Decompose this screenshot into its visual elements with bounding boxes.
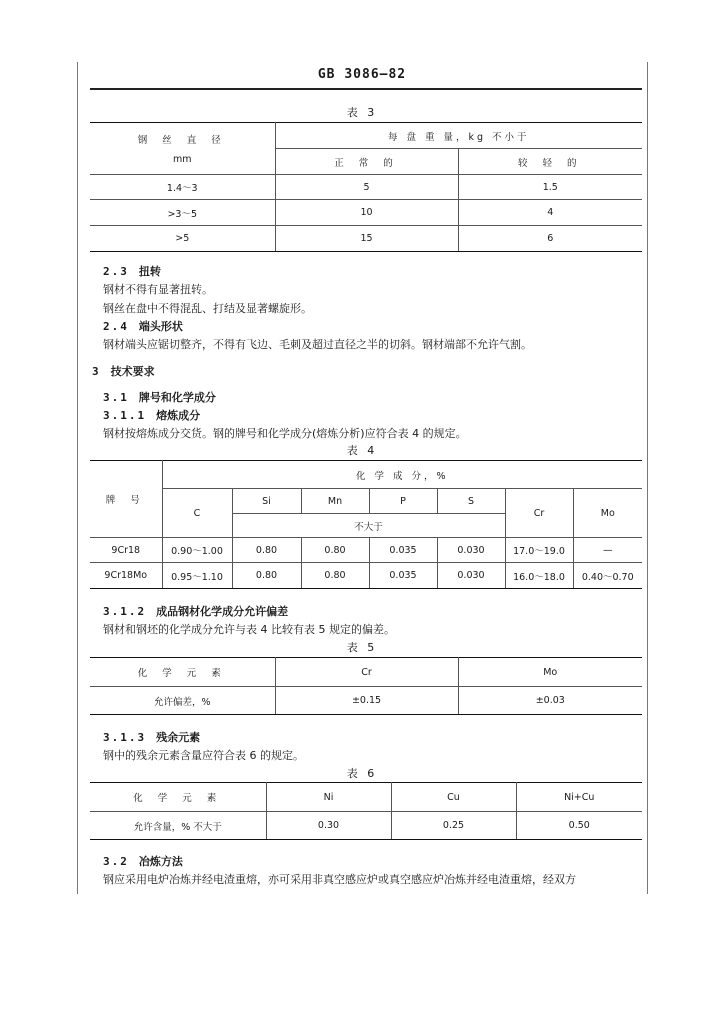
table-cell: 0.80 [301,538,369,563]
table5-mo-header: Mo [458,658,642,687]
table-row [90,200,642,226]
table-row [90,175,642,200]
table-cell: 9Cr18 [90,538,162,563]
table-row [90,538,642,563]
table-cell: 15 [275,226,458,252]
section-3-1-3-heading: 3.1.3 残余元素 [103,731,201,744]
section-3-heading: 3 技术要求 [92,365,155,378]
table-cell: 允许偏差，% [90,687,275,715]
section-3-1-2-line-1: 钢材和钢坯的化学成分允许与表 4 比较有表 5 规定的偏差。 [103,623,395,636]
table4-element-header: Mn [301,489,369,514]
table-cell: 16.0～18.0 [505,563,573,589]
table-6 [90,782,642,840]
table4-element-header: Cr [505,489,573,538]
table-cell: 允许含量，% 不大于 [90,812,266,840]
table6-element-header: 化 学 元 素 [90,783,266,812]
table4-grade-header: 牌 号 [90,461,162,538]
table-cell: 5 [275,175,458,200]
section-2-3-heading: 2.3 扭转 [103,265,161,278]
table-cell: 6 [458,226,642,252]
table-cell: 4 [458,200,642,226]
table6-nicu-header: Ni+Cu [516,783,642,812]
section-2-4-line-1: 钢材端头应锯切整齐，不得有飞边、毛刺及超过直径之半的切斜。钢材端部不允许气割。 [103,338,532,351]
table-cell: 17.0～19.0 [505,538,573,563]
table-cell: 0.80 [301,563,369,589]
table-cell: ±0.15 [275,687,458,715]
table-cell: 0.95～1.10 [162,563,232,589]
table-cell: ±0.03 [458,687,642,715]
table-cell: 0.50 [516,812,642,840]
table3-light-header: 较 轻 的 [458,149,642,175]
table5-caption: 表 5 [346,641,378,654]
table-5 [90,657,642,715]
table3-diameter-header: 钢 丝 直 径 mm [90,123,275,175]
standard-number: GB 3086—82 [317,67,407,82]
header-rule [90,88,642,90]
table-cell: >5 [90,226,275,252]
section-3-1-1-line-1: 钢材按熔炼成分交货。钢的牌号和化学成分(熔炼分析)应符合表 4 的规定。 [103,427,467,440]
table-cell: — [573,538,642,563]
table-row [90,226,642,252]
table4-composition-header: 化 学 成 分，% [162,461,642,489]
table-cell: 0.80 [232,538,301,563]
table-cell: 9Cr18Mo [90,563,162,589]
table-row [90,563,642,589]
table-cell: 0.030 [437,538,505,563]
table-cell: 0.25 [391,812,516,840]
table-cell: 0.90～1.00 [162,538,232,563]
table-4 [90,460,642,589]
section-3-2-line-1: 钢应采用电炉冶炼并经电渣重熔，亦可采用非真空感应炉或真空感应炉冶炼并经电渣重熔，经双方 [103,873,576,886]
table-cell: 0.035 [369,538,437,563]
section-2-4-heading: 2.4 端头形状 [103,320,183,333]
table4-element-header: S [437,489,505,514]
section-3-1-2-heading: 3.1.2 成品钢材化学成分允许偏差 [103,605,289,618]
table5-element-header: 化 学 元 素 [90,658,275,687]
table-cell: >3～5 [90,200,275,226]
table4-element-header: P [369,489,437,514]
table-cell: 0.40～0.70 [573,563,642,589]
table3-caption: 表 3 [346,106,378,119]
table5-cr-header: Cr [275,658,458,687]
section-2-3-line-2: 钢丝在盘中不得混乱、打结及显著螺旋形。 [103,302,312,315]
table-cell: 0.80 [232,563,301,589]
table-cell: 1.5 [458,175,642,200]
table-cell: 0.30 [266,812,391,840]
table-cell: 0.035 [369,563,437,589]
section-3-1-1-heading: 3.1.1 熔炼成分 [103,409,201,422]
table4-element-header: C [162,489,232,538]
table6-caption: 表 6 [346,767,378,780]
table-row [90,687,642,715]
table6-cu-header: Cu [391,783,516,812]
table-cell: 0.030 [437,563,505,589]
table-cell: 1.4～3 [90,175,275,200]
table4-not-more-than: 不大于 [232,514,505,538]
table4-element-header: Si [232,489,301,514]
section-3-1-heading: 3.1 牌号和化学成分 [103,391,216,404]
table4-caption: 表 4 [346,444,378,457]
table6-ni-header: Ni [266,783,391,812]
table-cell: 10 [275,200,458,226]
table-3 [90,122,642,252]
table3-normal-header: 正 常 的 [275,149,458,175]
section-3-2-heading: 3.2 冶炼方法 [103,855,183,868]
table4-element-header: Mo [573,489,642,538]
table3-weight-header: 每 盘 重 量，kg 不小于 [275,123,642,149]
table-row [90,812,642,840]
section-2-3-line-1: 钢材不得有显著扭转。 [103,283,213,296]
section-3-1-3-line-1: 钢中的残余元素含量应符合表 6 的规定。 [103,749,304,762]
